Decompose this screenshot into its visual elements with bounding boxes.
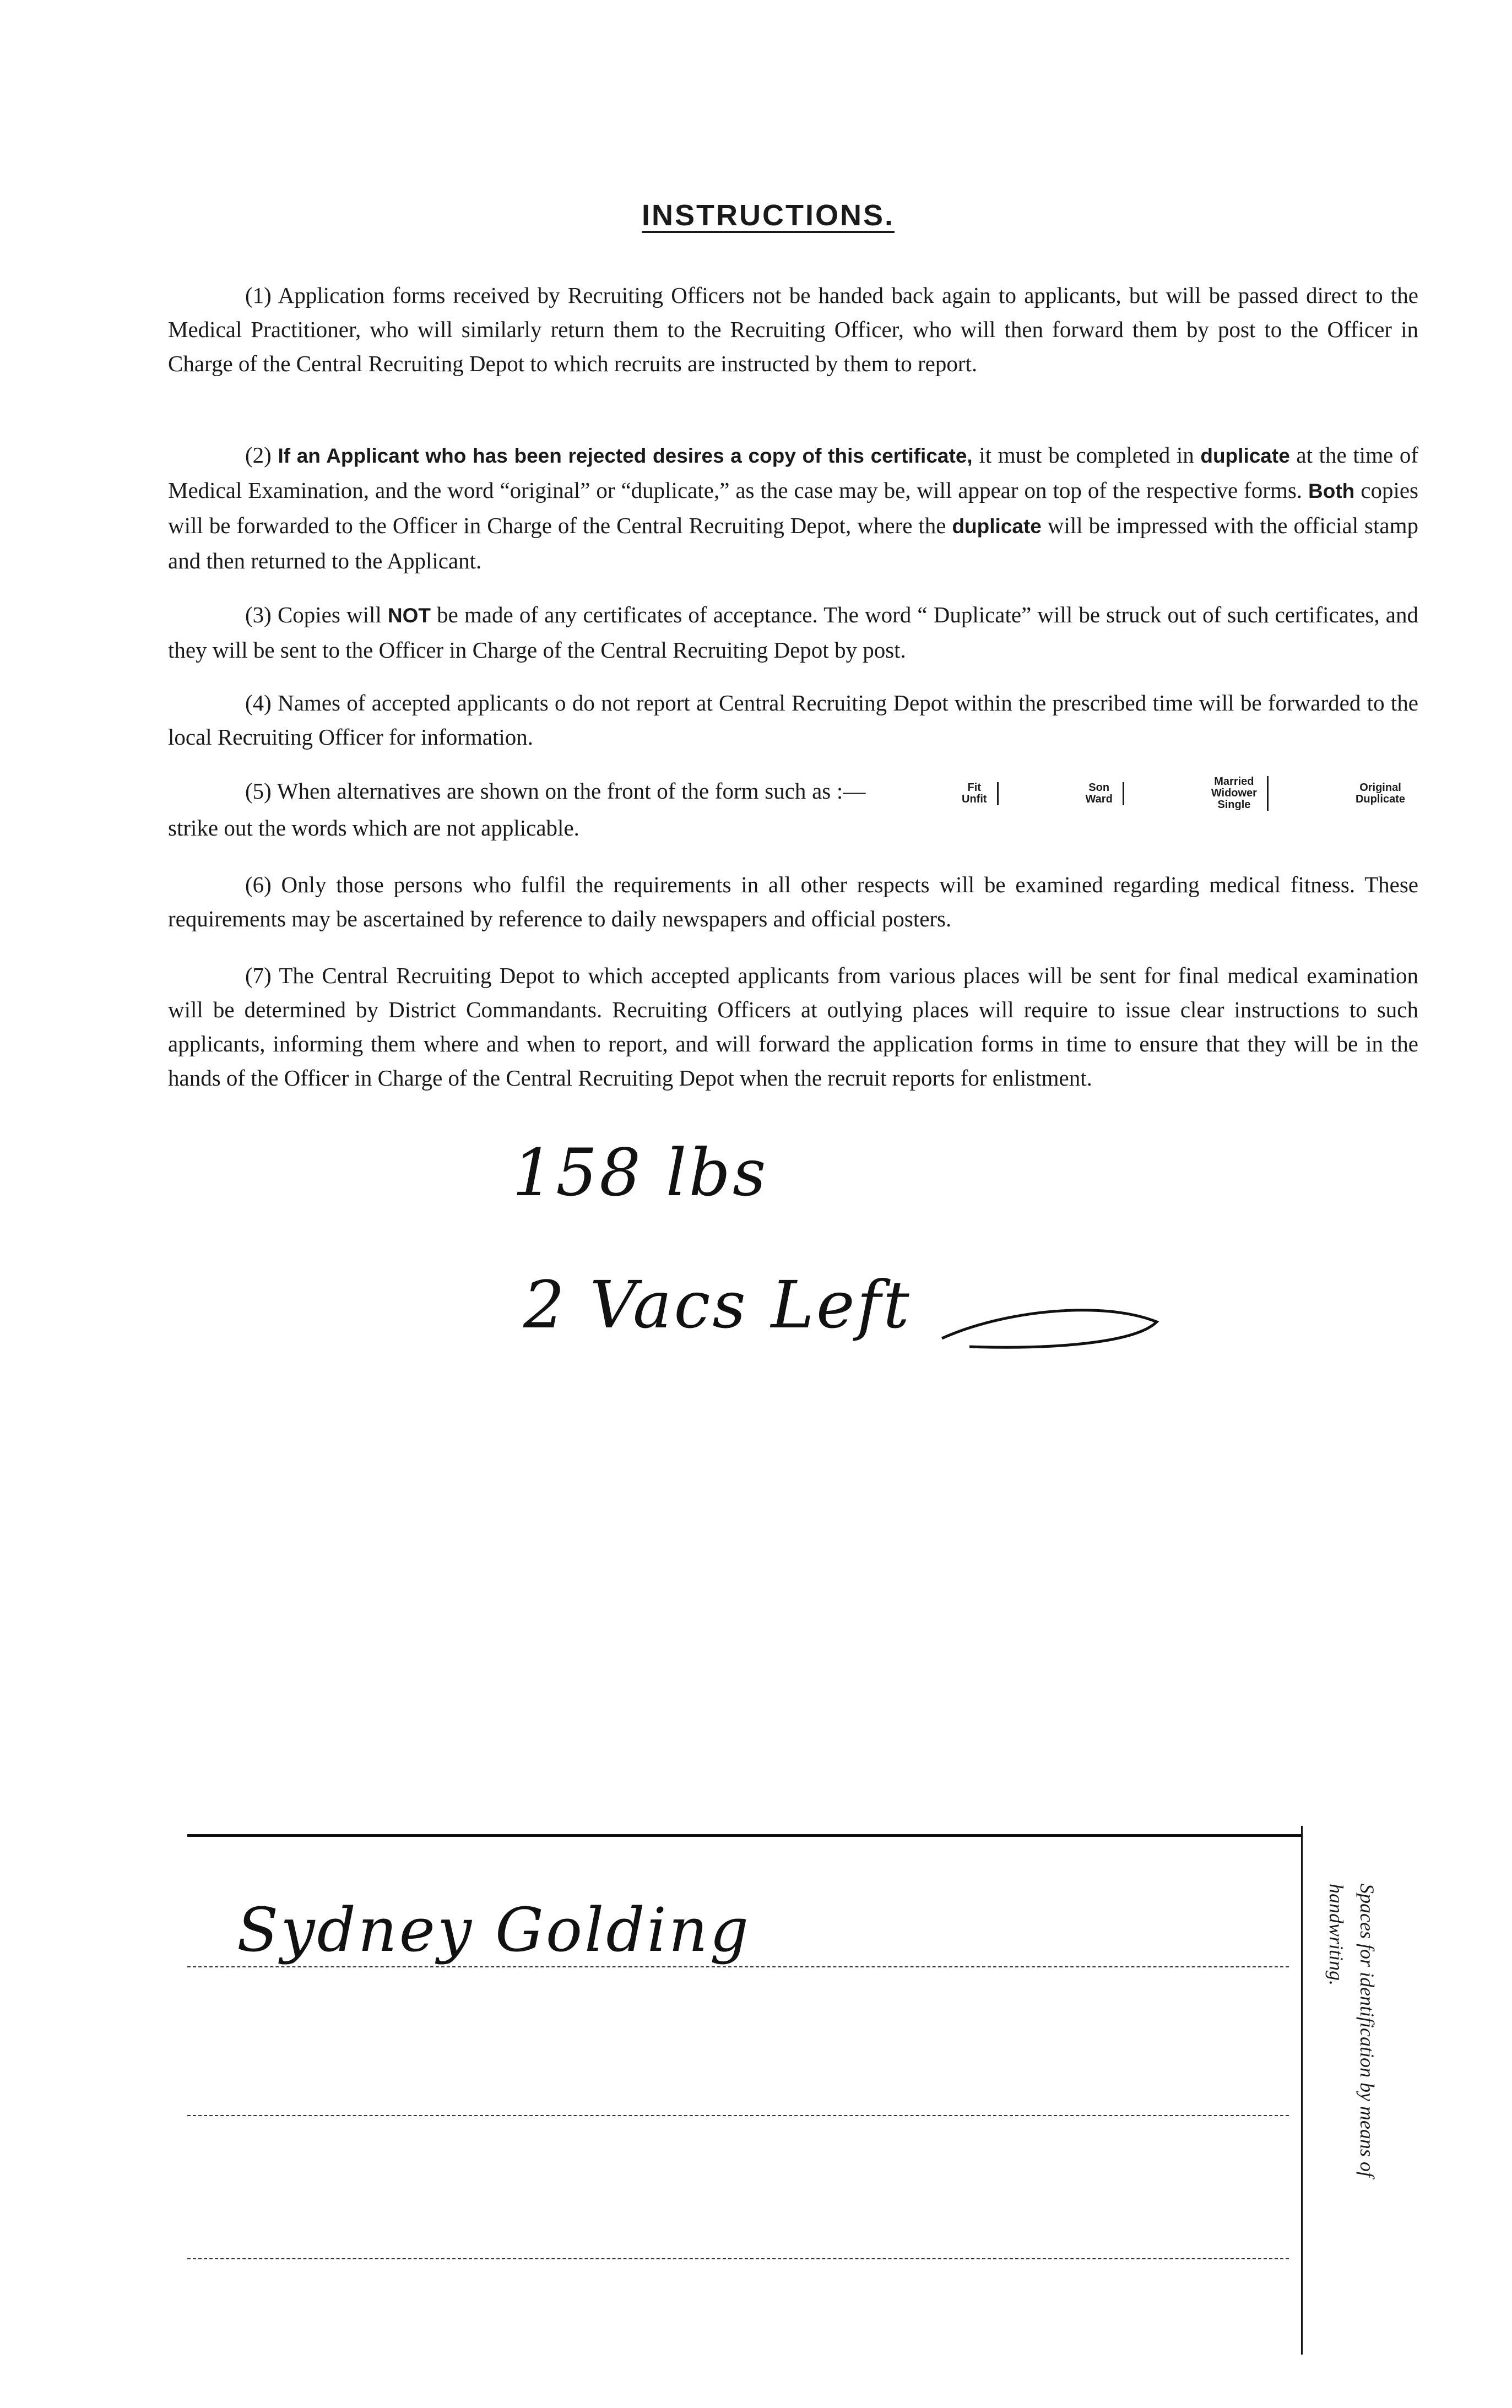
instruction-5-text-b: strike out the words which are not applicable. — [168, 815, 579, 841]
instruction-5 — [168, 774, 1418, 845]
signature-line-1 — [187, 1966, 1289, 1967]
instruction-3-text-b: be made of any certificates of acceptance. The word “ Duplicate” will be struck out of such certificates, and they will be sent to the Officer in Charge of the Central Recruiting Depot by post. — [168, 602, 1418, 663]
instruction-2-text-b: at the time of Medical Examination, and the word “original” or “duplicate,” as the case may be, will appear on top of the respective forms. — [168, 442, 1419, 503]
signature-section-top-rule — [187, 1834, 1303, 1837]
instruction-2-text-a: it must be completed in — [972, 442, 1201, 468]
alt-widower: Widower — [1211, 787, 1257, 800]
signature-line-3 — [187, 2258, 1289, 2259]
alternative-copy — [1269, 782, 1415, 805]
instruction-7: (7) The Central Recruiting Depot to which accepted applicants from various places will be sent for final medical examination will be determined by District Commandants. Recruiting Officers at outlying places will require to issue clear instructions to such applicants, informing them where and when to report, and will forward the application forms in time to ensure that they will be in the hands of the Officer in Charge of the Central Recruiting Depot when the recruit reports for enlistment. — [168, 963, 1418, 1091]
instruction-2-text-c: copies will be forwarded to the Officer in Charge of the Central Recruiting Depot, where the — [168, 478, 1418, 538]
alternative-son-ward — [999, 782, 1124, 805]
instructions-heading: INSTRUCTIONS. — [642, 199, 895, 232]
instruction-2-text-d: will be impressed with the official stamp and then returned to the Applicant. — [168, 513, 1418, 573]
instruction-2 — [168, 438, 1418, 578]
instruction-2-num: (2) — [245, 442, 278, 468]
instruction-2-duplicate-a: duplicate — [1200, 444, 1290, 467]
instruction-2-duplicate-b: duplicate — [952, 515, 1042, 538]
handwritten-signature: Sydney Golding — [237, 1895, 751, 1965]
signature-line-2 — [187, 2115, 1289, 2116]
instruction-3 — [168, 598, 1418, 667]
alt-unfit: Unfit — [962, 793, 987, 805]
alt-duplicate: Duplicate — [1355, 793, 1405, 805]
instruction-4: (4) Names of accepted applicants o do not report at Central Recruiting Depot within the prescribed time will be forwarded to the local Recruiting Officer for information. — [168, 690, 1418, 750]
alternatives-example — [875, 776, 1415, 811]
alt-ward: Ward — [1085, 793, 1113, 805]
alt-single: Single — [1217, 799, 1251, 811]
alt-son: Son — [1088, 781, 1110, 794]
alt-married: Married — [1214, 775, 1254, 788]
instruction-3-text-a: (3) Copies will — [245, 602, 388, 627]
alternative-marital — [1124, 776, 1269, 811]
handwritten-vaccination-note: 2 Vacs Left — [523, 1267, 912, 1343]
instruction-3-not: NOT — [387, 604, 431, 627]
alt-original: Original — [1359, 781, 1401, 794]
instruction-5-text-a: (5) When alternatives are shown on the front of the form such as :— — [245, 778, 871, 804]
alternative-fit-unfit — [875, 782, 999, 805]
handwriting-identification-label: Spaces for identification by means of handwriting. — [1325, 1884, 1378, 2177]
instruction-6: (6) Only those persons who fulfil the requirements in all other respects will be examined regarding medical fitness. These requirements may be ascertained by reference to daily newspapers and official posters. — [168, 872, 1418, 931]
handwritten-flourish — [936, 1289, 1168, 1366]
instruction-1: (1) Application forms received by Recruiting Officers not be handed back again to applicants, but will be passed direct to the Medical Practitioner, who will similarly return them to the Recruiting Officer, who will then forward them by post to the Officer in Charge of the Central Recruiting Depot to which recruits are instructed by them to report. — [168, 283, 1418, 376]
instruction-2-bold-clause: If an Applicant who has been rejected desires a copy of this certificate, — [278, 444, 973, 467]
alt-fit: Fit — [967, 781, 981, 794]
signature-section-divider — [1301, 1826, 1303, 2355]
instruction-2-both: Both — [1308, 480, 1355, 502]
handwritten-weight: 158 lbs — [512, 1135, 768, 1211]
